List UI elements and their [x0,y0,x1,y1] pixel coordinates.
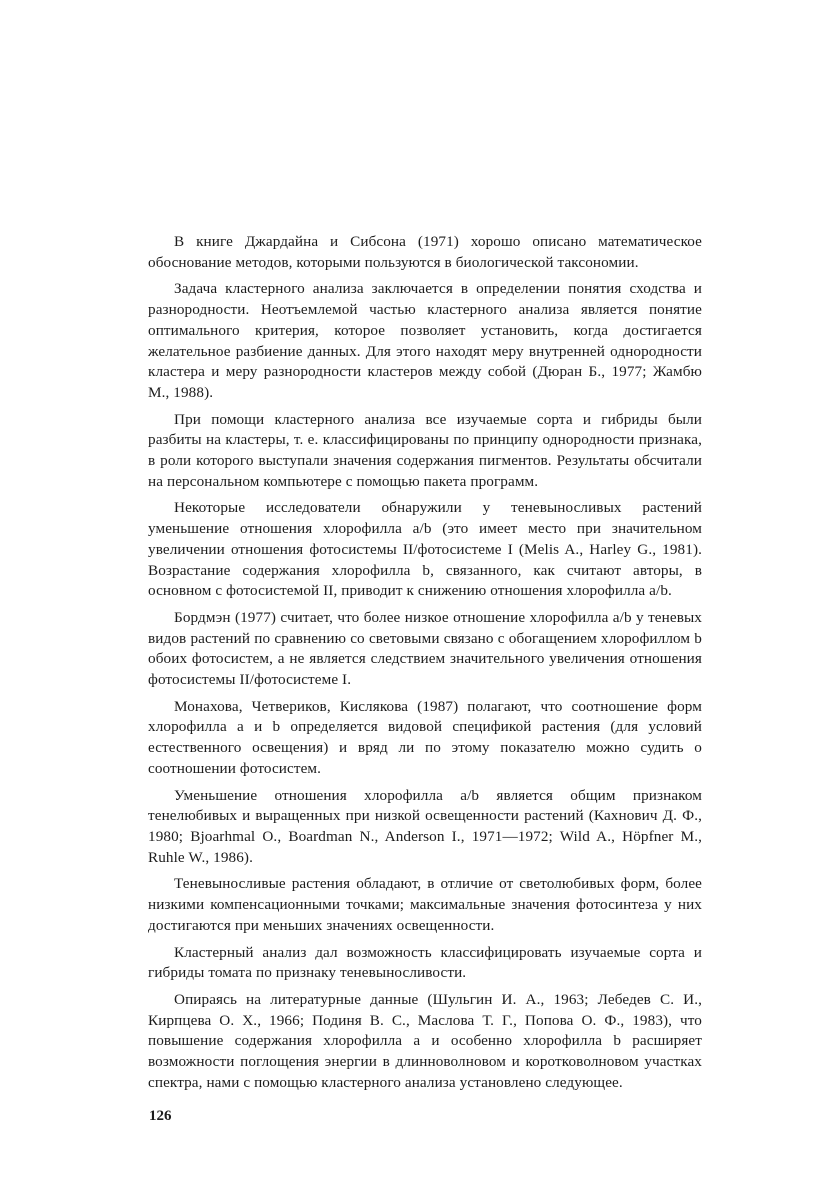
paragraph: Некоторые исследователи обнаружили у теневыносливых растений уменьшение отношения хлорофилла a/b (это имеет место при значительном увеличении отношения фотосистемы II/фотосистеме I (Melis A., Harley G., 1981). Возрастание содержания хлорофилла b, связанного, как считают авторы, в основном с фотосистемой II, приводит к снижению отношения хлорофилла a/b. [148,499,702,600]
body-text [148,232,702,1099]
paragraph: Задача кластерного анализа заключается в определении понятия сходства и разнородности. Неотъемлемой частью кластерного анализа является понятие оптимального критерия, которое позволяет установить, когда достигается желательное разбиение данных. Для этого находят меру внутренней однородности кластера и меру разнородности кластеров между собой (Дюран Б., 1977; Жамбю М., 1988). [148,280,702,401]
paragraph: Монахова, Четвериков, Кислякова (1987) полагают, что соотношение форм хлорофилла a и b определяется видовой спецификой растения (для условий естественного освещения) и вряд ли по этому показателю можно судить о соотношении фотосистем. [148,697,702,777]
paragraph: Бордмэн (1977) считает, что более низкое отношение хлорофилла a/b у теневых видов растений по сравнению со световыми связано с обогащением хлорофиллом b обоих фотосистем, а не является следствием значительного увеличения отношения фотосистемы II/фотосистеме I. [148,608,702,689]
paragraph: В книге Джардайна и Сибсона (1971) хорошо описано математическое обоснование методов, которыми пользуются в биологической таксономии. [148,233,702,271]
paragraph: Опираясь на литературные данные (Шульгин И. А., 1963; Лебедев С. И., Кирпцева О. Х., 1966; Подиня В. С., Маслова Т. Г., Попова О. Ф., 1983), что повышение содержания хлорофилла a и особенно хлорофилла b расширяет возможности поглощения энергии в длинноволновом и коротковолновом участках спектра, нами с помощью кластерного анализа установлено следующее. [148,990,702,1091]
paragraph: Теневыносливые растения обладают, в отличие от светолюбивых форм, более низкими компенсационными точками; максимальные значения фотосинтеза у них достигаются при меньших значениях освещенности. [148,875,702,934]
paragraph: Уменьшение отношения хлорофилла a/b является общим признаком тенелюбивых и выращенных при низкой освещенности растений (Кахнович Д. Ф., 1980; Bjoarhmal O., Boardman N., Anderson I., 1971—1972; Wild A., Höpfner M., Ruhle W., 1986). [148,786,702,866]
paragraph: Кластерный анализ дал возможность классифицировать изучаемые сорта и гибриды томата по признаку теневыносливости. [148,943,702,982]
page-number: 126 [149,1108,172,1124]
paragraph: При помощи кластерного анализа все изучаемые сорта и гибриды были разбиты на кластеры, т. е. классифицированы по принципу однородности признака, в роли которого выступали значения содержания пигментов. Результаты обсчитали на персональном компьютере с помощью пакета программ. [148,410,702,490]
